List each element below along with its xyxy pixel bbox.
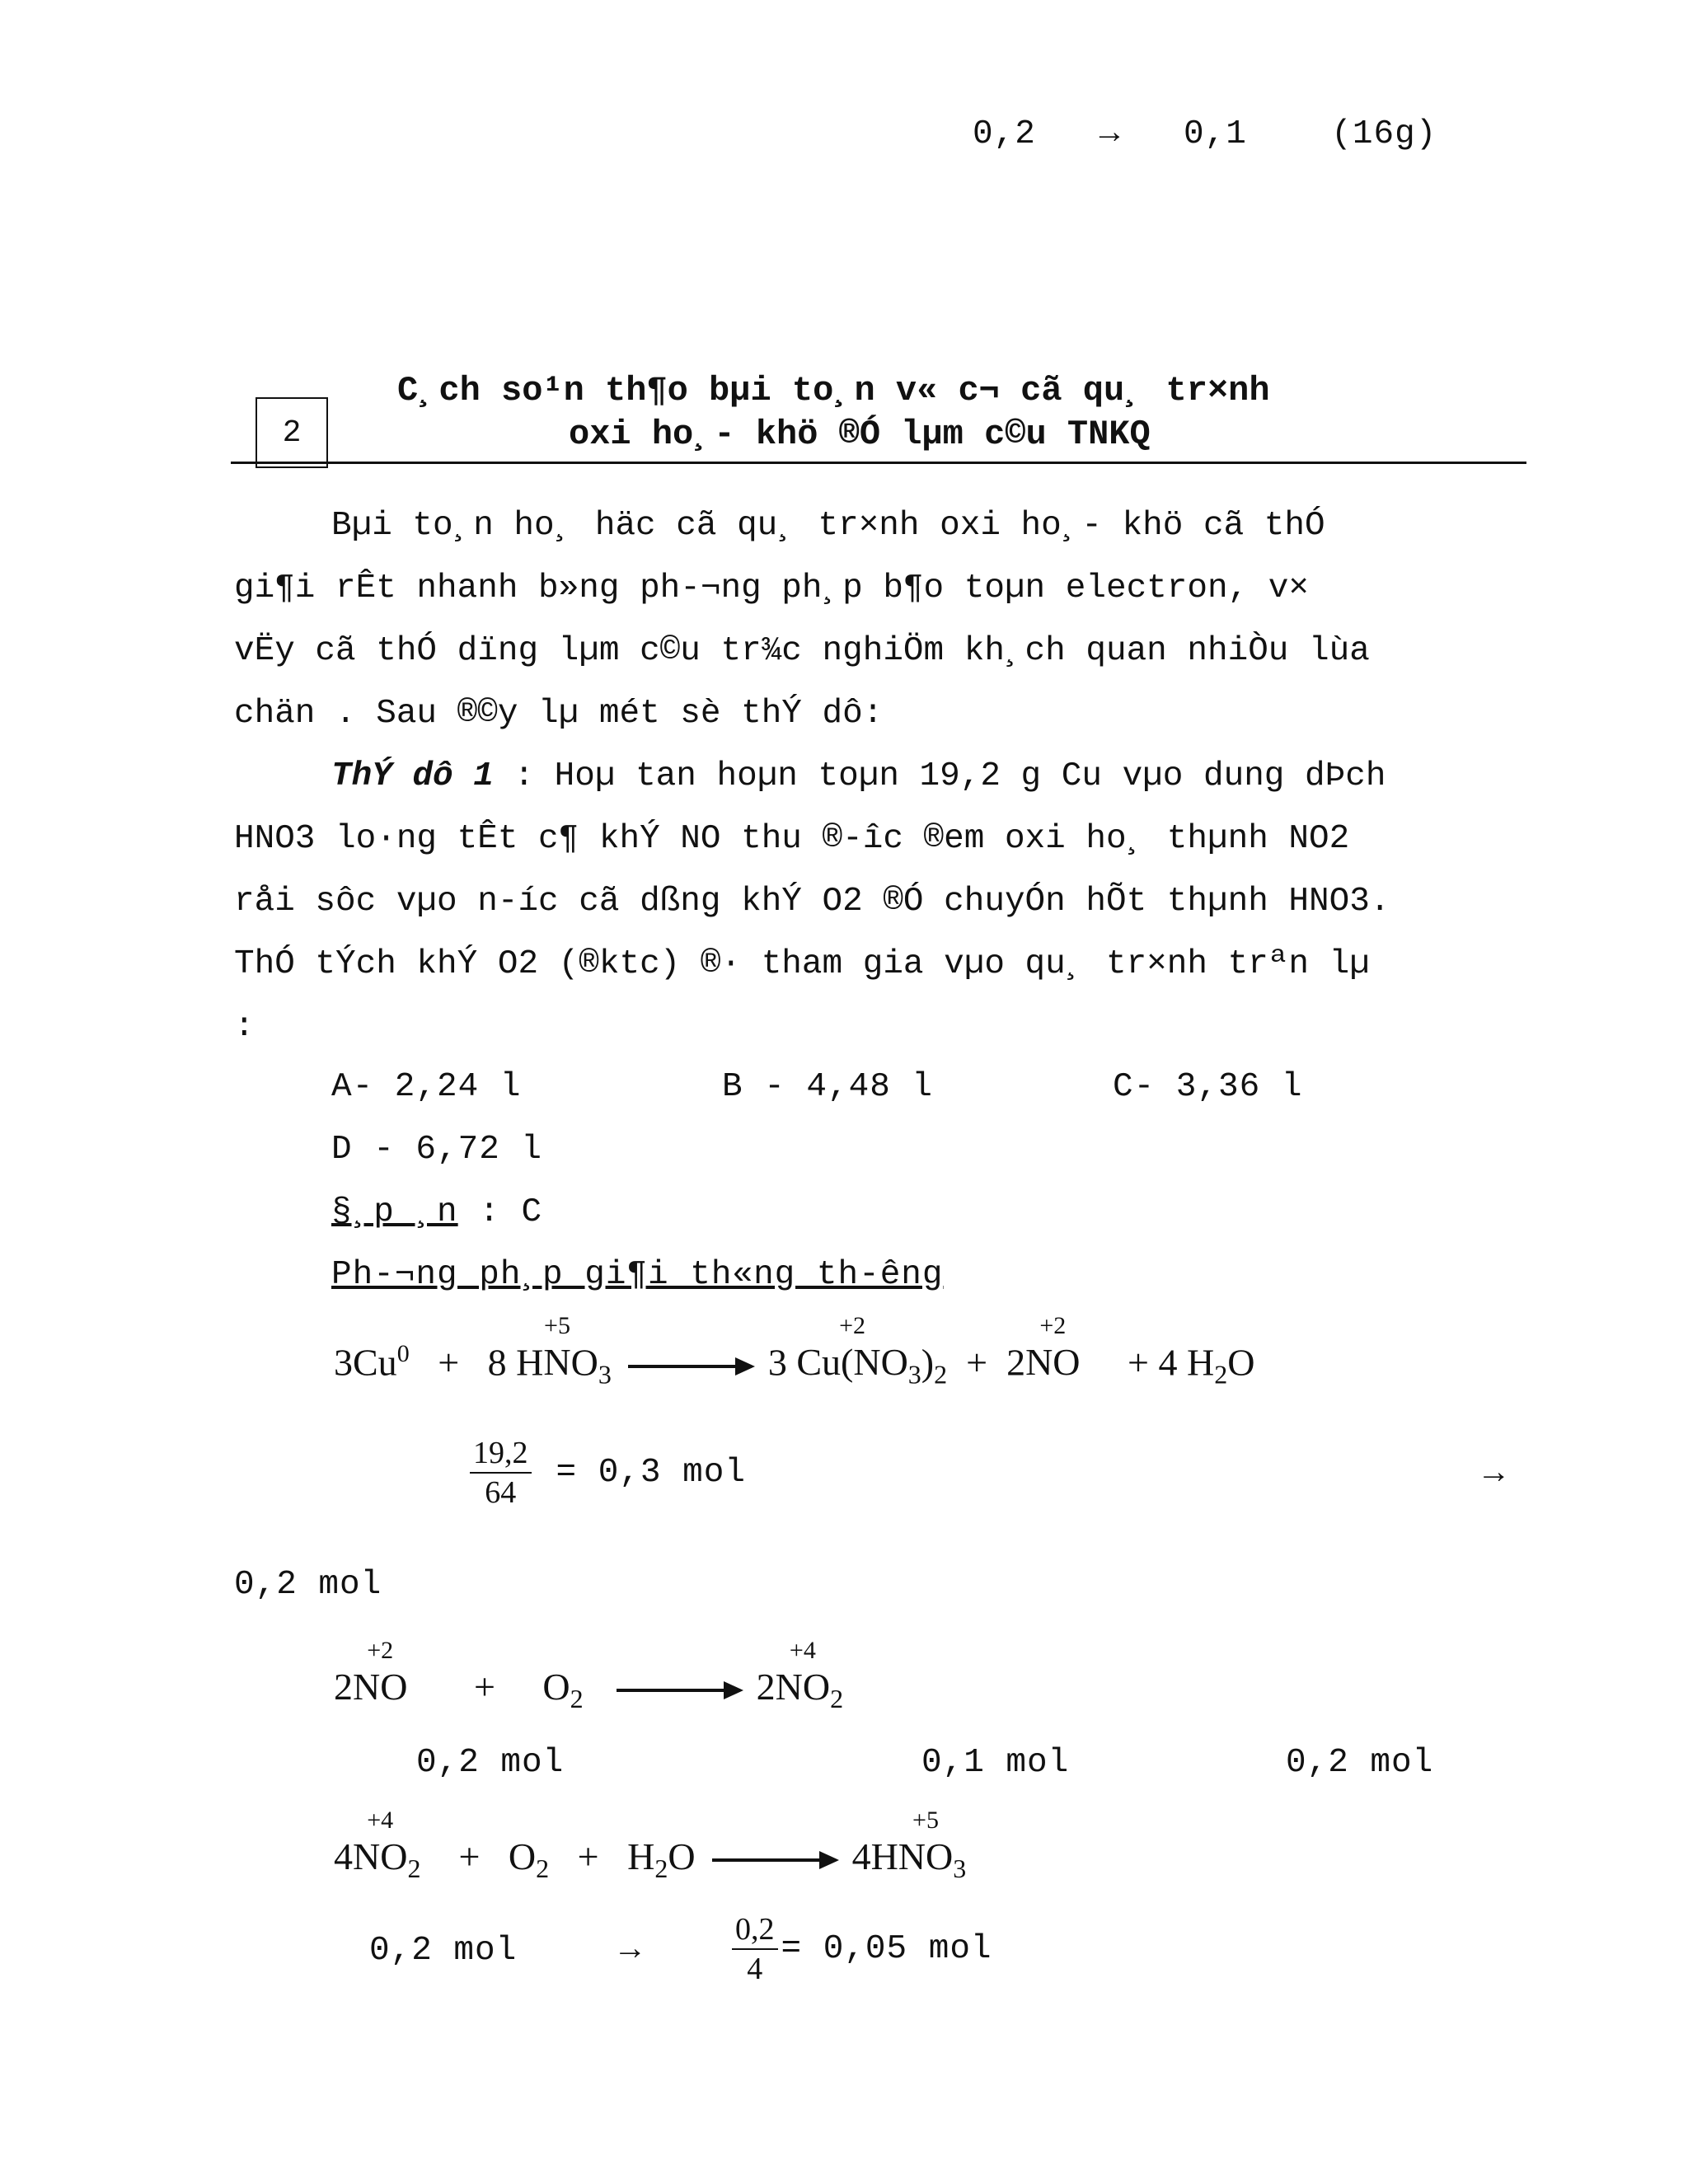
section-divider [231, 462, 1526, 464]
eq3-plus: + [458, 1835, 481, 1877]
eq2-plus: + [473, 1666, 495, 1708]
fraction-1-den: 64 [485, 1475, 517, 1510]
fraction-1-num: 19,2 [470, 1434, 532, 1474]
eq2-value-c: 0,2 mol [1286, 1744, 1434, 1782]
top-value-c: (16g) [1331, 115, 1437, 153]
eq1-ox-state-4: +2 [1039, 1312, 1067, 1340]
example-label: ThÝ dô 1 [331, 757, 494, 795]
calc-2 [732, 1910, 992, 1988]
calc-1-arrow: → [1484, 1455, 1505, 1493]
eq2-ox-state-3: +4 [789, 1637, 816, 1664]
top-value-a: 0,2 [973, 115, 1036, 153]
calc-2-text: = 0,05 mol [781, 1930, 992, 1968]
eq2-reactant-2: O [542, 1666, 570, 1708]
eq3-oxygen: O [668, 1835, 696, 1877]
eq2-product: NO [775, 1666, 831, 1708]
eq2-sub: 2 [570, 1684, 584, 1714]
option-d: D - 6,72 l [331, 1131, 543, 1169]
answer-label: §¸p ¸n [331, 1193, 458, 1231]
method-heading: Ph-¬ng ph¸p gi¶i th«ng th-êng [331, 1256, 944, 1294]
option-a: A- 2,24 l [331, 1068, 522, 1106]
calc-1-result: 0,2 mol [234, 1566, 382, 1604]
eq1-product-2: NO [1025, 1341, 1081, 1384]
eq2-value-b: 0,1 mol [921, 1744, 1070, 1782]
eq2-coef-1: 2 [334, 1666, 353, 1708]
eq3-sub: 2 [654, 1854, 668, 1884]
example-line: HNO3 lo·ng tÊt c¶ khÝ NO thu ®-îc ®em oxi ho¸ thµnh NO2 [234, 820, 1350, 858]
answer-line [331, 1193, 542, 1231]
answer-sep: : [457, 1193, 522, 1231]
eq3-plus: + [577, 1835, 599, 1877]
eq3-sub: 3 [953, 1854, 967, 1884]
eq1-coef-4: 2 [1006, 1341, 1026, 1384]
eq2-coef-3: 2 [756, 1666, 776, 1708]
eq3-product-n: NO [898, 1835, 954, 1877]
eq3-ox-state-4: +5 [912, 1807, 939, 1834]
eq3-reactant-1: NO [353, 1835, 408, 1877]
example-colon: : [493, 757, 555, 795]
eq1-ox-state-3: +2 [839, 1312, 866, 1340]
eq1-product-1: Cu(NO [796, 1341, 908, 1384]
eq1-reactant-2: 8 H [487, 1341, 544, 1384]
eq2-arrow [617, 1689, 740, 1692]
eq3-sub: 2 [536, 1854, 550, 1884]
eq1-ox-state-2: +5 [544, 1312, 570, 1340]
example-line: råi sôc vµo n-íc cã dßng khÝ O2 ®Ó chuyÓn hÕt thµnh HNO3. [234, 883, 1390, 921]
intro-line: chän . Sau ®©y lµ mét sè thÝ dô: [234, 695, 884, 733]
fraction-1 [470, 1434, 532, 1511]
eq1-arrow [628, 1365, 752, 1368]
section-title-line2: oxi ho¸- khö ®Ó lµm c©u TNKQ [569, 415, 1151, 454]
intro-line: gi¶i rÊt nhanh b»ng ph-¬ng ph¸p b¶o toµn electron, v× [234, 569, 1310, 607]
eq2-sub: 2 [830, 1684, 844, 1714]
eq3-reactant-2: O [508, 1835, 537, 1877]
eq1-sub: 3 [907, 1359, 921, 1390]
equation-1 [334, 1312, 1255, 1390]
eq2-ox-state-1: +2 [367, 1637, 394, 1664]
intro-line: vËy cã thÓ dïng lµm c©u tr¾c nghiÖm kh¸ch quan nhiÒu lùa [234, 632, 1370, 670]
intro-line: Bµi to¸n ho¸ häc cã qu¸ tr×nh oxi ho¸- khö cã thÓ [331, 507, 1325, 545]
eq3-arrow [712, 1858, 836, 1862]
eq1-plus: + [438, 1341, 460, 1384]
fraction-2-num: 0,2 [732, 1910, 778, 1950]
equation-3 [334, 1807, 967, 1884]
fraction-2-den: 4 [747, 1952, 763, 1986]
example-line: : [234, 1008, 255, 1046]
section-number: 2 [256, 397, 328, 468]
example-line: ThÓ tÝch khÝ O2 (®ktc) ®· tham gia vµo qu¸ tr×nh trªn lµ [234, 945, 1370, 983]
eq3-sub: 2 [407, 1854, 421, 1884]
eq1-product-3: + 4 H [1128, 1341, 1215, 1384]
example-paragraph [234, 745, 1528, 1058]
eq3-product: 4H [851, 1835, 898, 1877]
eq3-reactant-3: H [627, 1835, 655, 1877]
eq1-paren: ) [921, 1341, 935, 1384]
eq1-nitrogen: N [543, 1341, 571, 1384]
option-c: C- 3,36 l [1113, 1068, 1303, 1106]
fraction-2 [732, 1910, 778, 1988]
eq1-oxygen: O [570, 1341, 598, 1384]
calc-1-text: = 0,3 mol [556, 1454, 746, 1492]
eq2-value-a: 0,2 mol [416, 1744, 565, 1782]
section-title-line1: C¸ch so¹n th¶o bµi to¸n v« c¬ cã qu¸ tr×nh [397, 371, 1270, 410]
intro-paragraph [234, 494, 1528, 745]
equation-2 [334, 1637, 844, 1714]
top-arrow: → [1099, 115, 1121, 153]
calc-2-left: 0,2 mol [369, 1932, 518, 1970]
eq1-sub: 2 [1214, 1359, 1228, 1390]
eq1-sub: 2 [934, 1359, 948, 1390]
eq1-oxygen-2: O [1227, 1341, 1255, 1384]
eq3-coef-1: 4 [334, 1835, 353, 1877]
answer-value: C [521, 1193, 543, 1231]
example-line: Hoµ tan hoµn toµn 19,2 g Cu vµo dung dÞch [554, 757, 1386, 795]
calc-1 [470, 1434, 746, 1511]
eq3-ox-state-1: +4 [367, 1807, 394, 1834]
eq2-reactant-1: NO [353, 1666, 408, 1708]
top-value-b: 0,1 [1184, 115, 1247, 153]
eq1-plus: + [966, 1341, 988, 1384]
eq1-reactant-1: 3Cu [334, 1341, 397, 1384]
eq1-ox-state-1: 0 [396, 1340, 410, 1367]
option-b: B - 4,48 l [722, 1068, 934, 1106]
top-line [973, 115, 1437, 153]
calc-2-arrow: → [620, 1932, 641, 1970]
eq1-coef-3: 3 [767, 1341, 797, 1384]
eq1-sub: 3 [598, 1359, 612, 1390]
